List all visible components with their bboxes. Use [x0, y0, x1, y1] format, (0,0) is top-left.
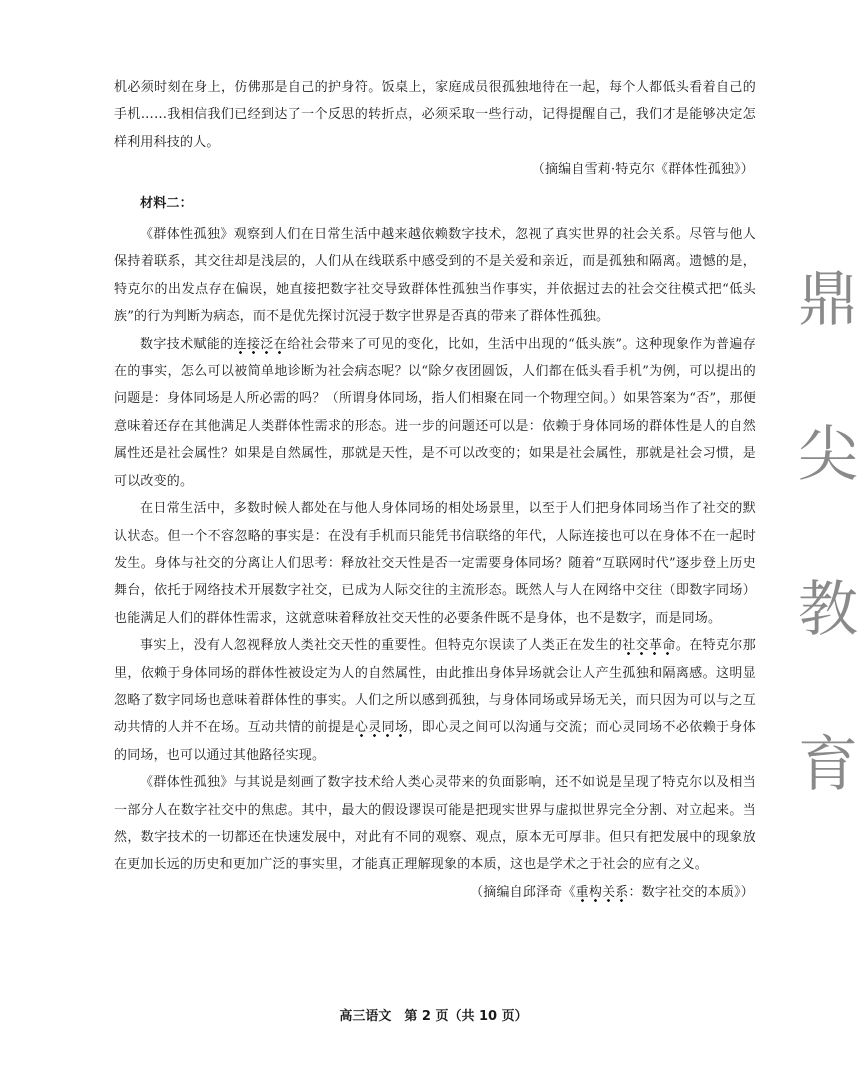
paragraph-3: 在日常生活中，多数时候人都处在与他人身体同场的相处场景里，以至于人们把身体同场当作了社交的默认状态。但一个不容忽略的事实是：在没有手机而只能凭书信联络的年代，人际连接也可以在身体不在一起时发生。身体与社交的分离让人们思考：释放社交天性是否一定需要身体同场？随着“互联网时代”逐步登上历史舞台，依托于网络技术开展数字社交，已成为人际交往的主流形态。既然人与人在网络中交往（即数字同场）也能满足人们的群体性需求，这就意味着释放社交天性的必要条件既不是身体，也不是数字，而是同场。: [114, 501, 756, 626]
emphasis-mind-copresence: 心灵同场: [355, 720, 409, 738]
p4-text-b: 。在特克尔那里，依赖于身体同场的群体性被设定为人的自然属性，由此推出身体异场就会让人产生孤独和隔离感。这明显忽略了数字同场也意味着群体性的事实。人们之所以感到孤独，与身体同场或异场无关，而只因为可以与之互动共情的人并不在场。互动共情的前提是: [114, 638, 757, 736]
p4-text-a: 事实上，没有人忽视释放人类社交天性的重要性。但特克尔误读了人类正在发生的: [140, 638, 623, 654]
p2-text-a: 数字技术赋能的: [140, 336, 234, 352]
watermark-char-3: 教: [798, 575, 858, 645]
paragraph-1: 《群体性孤独》观察到人们在日常生活中越来越依赖数字技术，忽视了真实世界的社会关系。尽管与他人保持着联系，其交往却是浅层的，人们从在线联系中感受到的不是关爱和亲近，而是孤独和隔离。遗憾的是，特克尔的出发点存在偏误，她直接把数字社交导致群体性孤独当作事实，并依据过去的社会交往模式把“低头族”的行为判断为病态，而不是优先探讨沉浸于数字世界是否真的带来了群体性孤独。: [114, 227, 756, 325]
material-two-heading: 材料二：: [140, 195, 193, 211]
source2-text-a: （摘编自邱泽奇《: [470, 884, 576, 900]
emphasis-reconstruct-relations: 重构关系: [576, 885, 629, 903]
source-citation-1: （摘编自雪莉·特克尔《群体性孤独》）: [531, 162, 754, 178]
carryover-paragraph: 机必须时刻在身上，仿佛那是自己的护身符。饭桌上，家庭成员很孤独地待在一起，每个人都低头看着自己的手机……我相信我们已经到达了一个反思的转折点，必须采取一些行动，记得提醒自己，我们才是能够决定怎样利用科技的人。: [114, 80, 756, 150]
emphasis-connection-ubiquity: 连接泛在: [234, 337, 288, 355]
paragraph-5: 《群体性孤独》与其说是刻画了数字技术给人类心灵带来的负面影响，还不如说是呈现了特克尔以及相当一部分人在数字社交中的焦虑。其中，最大的假设谬误可能是把现实世界与虚拟世界完全分割、对立起来。当然，数字技术的一切都还在快速发展中，对此有不同的观察、观点，原本无可厚非。但只有把发展中的现象放在更加长远的历史和更加广泛的事实里，才能真正理解现象的本质，这也是学术之于社会的应有之义。: [114, 775, 756, 873]
text-column: [114, 74, 756, 906]
emphasis-social-revolution: 社交革命: [622, 638, 676, 656]
p4-text-c: ，即心灵之间可以沟通与交流；而心灵同场不必依赖于身体的同场，也可以通过其他路径实现。: [114, 720, 756, 763]
page-footer: 高三语文 第 2 页（共 10 页）: [339, 1009, 528, 1024]
paragraph-4: [114, 632, 756, 769]
source-citation-2: [114, 879, 756, 906]
source2-text-b: ：数字社交的本质》）: [628, 884, 754, 900]
watermark-char-4: 育: [798, 730, 858, 800]
paragraph-2: [114, 331, 756, 495]
watermark-char-2: 尖: [798, 420, 858, 490]
p2-text-b: 给社会带来了可见的变化，比如，生活中出现的“低头族”。这种现象作为普遍存在的事实，怎么可以被简单地诊断为社会病态呢？以“除夕夜团圆饭，人们都在低头看手机”为例，可以提出的问题是：身体同场是人所必需的吗？（所谓身体同场，指人们相聚在同一个物理空间。）如果答案为“否”，那便意味着还存在其他满足人类群体性需求的形态。进一步的问题还可以是：依赖于身体同场的群体性是人的自然属性还是社会属性？如果是自然属性，那就是天性，是不可以改变的；如果是社会属性，那就是社会习惯，是可以改变的。: [114, 336, 756, 489]
watermark-char-1: 鼎: [798, 265, 858, 335]
